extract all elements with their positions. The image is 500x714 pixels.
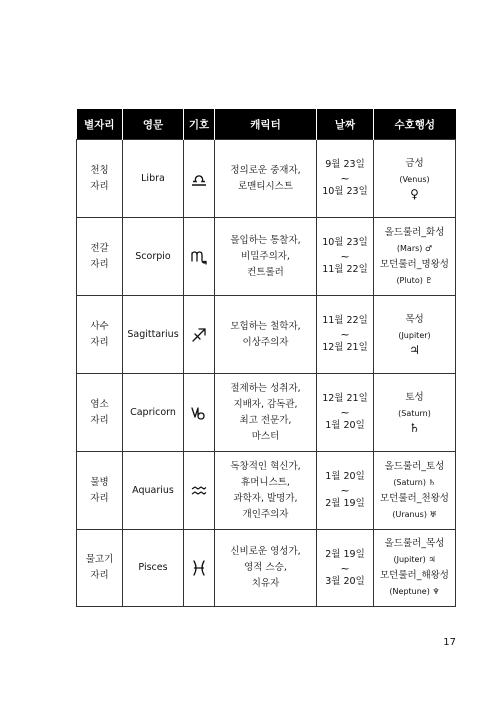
sign-korean-cell [77, 218, 123, 296]
saturn-icon: ♄ [409, 421, 420, 435]
page-number: 17 [443, 637, 456, 648]
uranus-icon: (Uranus) ♅ [392, 509, 437, 519]
sign-korean: 자리 [90, 180, 109, 192]
guardian-planet-cell: 올드룰러_토성 (Saturn) ♄ 모던룰러_천왕성 (Uranus) ♅ [374, 452, 456, 530]
sign-korean: 자리 [90, 492, 109, 504]
date-cell: 11월 22일 ~ 12월 21일 [317, 296, 374, 374]
sign-english: Capricorn [123, 374, 184, 452]
sign-english: Sagittarius [123, 296, 184, 374]
sign-korean: 전갈 [90, 242, 109, 254]
sign-korean: 천칭 [90, 164, 109, 176]
symbol-cell [184, 374, 215, 452]
date-cell: 9월 23일 ~ 10월 23일 [317, 140, 374, 218]
neptune-icon: (Neptune) ♆ [389, 587, 440, 596]
guardian-planet-cell: 금성 (Venus) ♀ [374, 140, 456, 218]
jupiter-icon: (Jupiter) ♃ [393, 555, 436, 564]
sign-korean: 자리 [90, 336, 109, 348]
symbol-cell [184, 218, 215, 296]
table-row [77, 374, 456, 452]
jupiter-icon: ♃ [409, 343, 420, 357]
date-cell: 10월 23일 ~ 11월 22일 [317, 218, 374, 296]
header-date: 날짜 [317, 109, 374, 140]
sign-korean-cell [77, 296, 123, 374]
libra-symbol-icon [190, 171, 208, 187]
sign-korean: 물고기 [85, 554, 114, 565]
sign-korean: 사수 [90, 320, 109, 332]
saturn-icon: (Saturn) ♄ [393, 477, 436, 487]
character-cell: 몰입하는 통찰자, 비밀주의자, 컨트롤러 [215, 218, 317, 296]
guardian-planet-cell: 토성 (Saturn) ♄ [374, 374, 456, 452]
header-guardian-planet: 수호행성 [374, 109, 456, 140]
sign-korean-cell [77, 140, 123, 218]
sign-korean-cell [77, 530, 123, 607]
sign-korean: 물병 [90, 476, 109, 488]
capricorn-symbol-icon [190, 404, 208, 422]
sign-korean-cell [77, 452, 123, 530]
symbol-cell [184, 140, 215, 218]
sign-korean: 염소 [90, 398, 109, 410]
sign-english: Libra [123, 140, 184, 218]
table-row [77, 296, 456, 374]
aquarius-symbol-icon [190, 484, 208, 498]
mars-icon: (Mars) ♂ [396, 243, 433, 253]
character-cell: 독창적인 혁신가, 휴머니스트, 과학자, 발명가, 개인주의자 [215, 452, 317, 530]
sign-english: Aquarius [123, 452, 184, 530]
venus-icon: ♀ [410, 187, 419, 201]
pluto-icon: (Pluto) ♇ [396, 275, 433, 285]
symbol-cell [184, 452, 215, 530]
date-cell: 1월 20일 ~ 2월 19일 [317, 452, 374, 530]
guardian-planet-cell: 올드룰러_목성 (Jupiter) ♃ 모던룰러_해왕성 (Neptune) ♆ [374, 530, 456, 607]
header-symbol: 기호 [184, 109, 215, 140]
date-cell: 2월 19일 ~ 3월 20일 [317, 530, 374, 607]
guardian-planet-cell: 목성 (Jupiter) ♃ [374, 296, 456, 374]
zodiac-table [76, 109, 456, 607]
sign-korean-cell [77, 374, 123, 452]
scorpio-symbol-icon [190, 248, 208, 266]
sign-english: Scorpio [123, 218, 184, 296]
table-header-row [77, 109, 456, 140]
table-row [77, 452, 456, 530]
symbol-cell [184, 530, 215, 607]
header-sign: 별자리 [77, 109, 123, 140]
header-english: 영문 [123, 109, 184, 140]
sign-korean: 자리 [90, 570, 109, 581]
character-cell: 신비로운 영성가, 영적 스승, 치유자 [215, 530, 317, 607]
sign-korean: 자리 [90, 258, 109, 270]
sagittarius-symbol-icon [190, 326, 208, 344]
date-cell: 12월 21일 ~ 1월 20일 [317, 374, 374, 452]
symbol-cell [184, 296, 215, 374]
character-cell: 절제하는 성취자, 지배자, 감독관, 최고 전문가, 마스터 [215, 374, 317, 452]
guardian-planet-cell: 올드룰러_화성 (Mars) ♂ 모던룰러_명왕성 (Pluto) ♇ [374, 218, 456, 296]
table-row [77, 218, 456, 296]
table-row [77, 140, 456, 218]
sign-english: Pisces [123, 530, 184, 607]
table-row [77, 530, 456, 607]
character-cell: 정의로운 중재자, 로맨티시스트 [215, 140, 317, 218]
header-character: 캐릭터 [215, 109, 317, 140]
character-cell: 모험하는 철학자, 이상주의자 [215, 296, 317, 374]
pisces-symbol-icon [191, 559, 207, 577]
sign-korean: 자리 [90, 414, 109, 426]
